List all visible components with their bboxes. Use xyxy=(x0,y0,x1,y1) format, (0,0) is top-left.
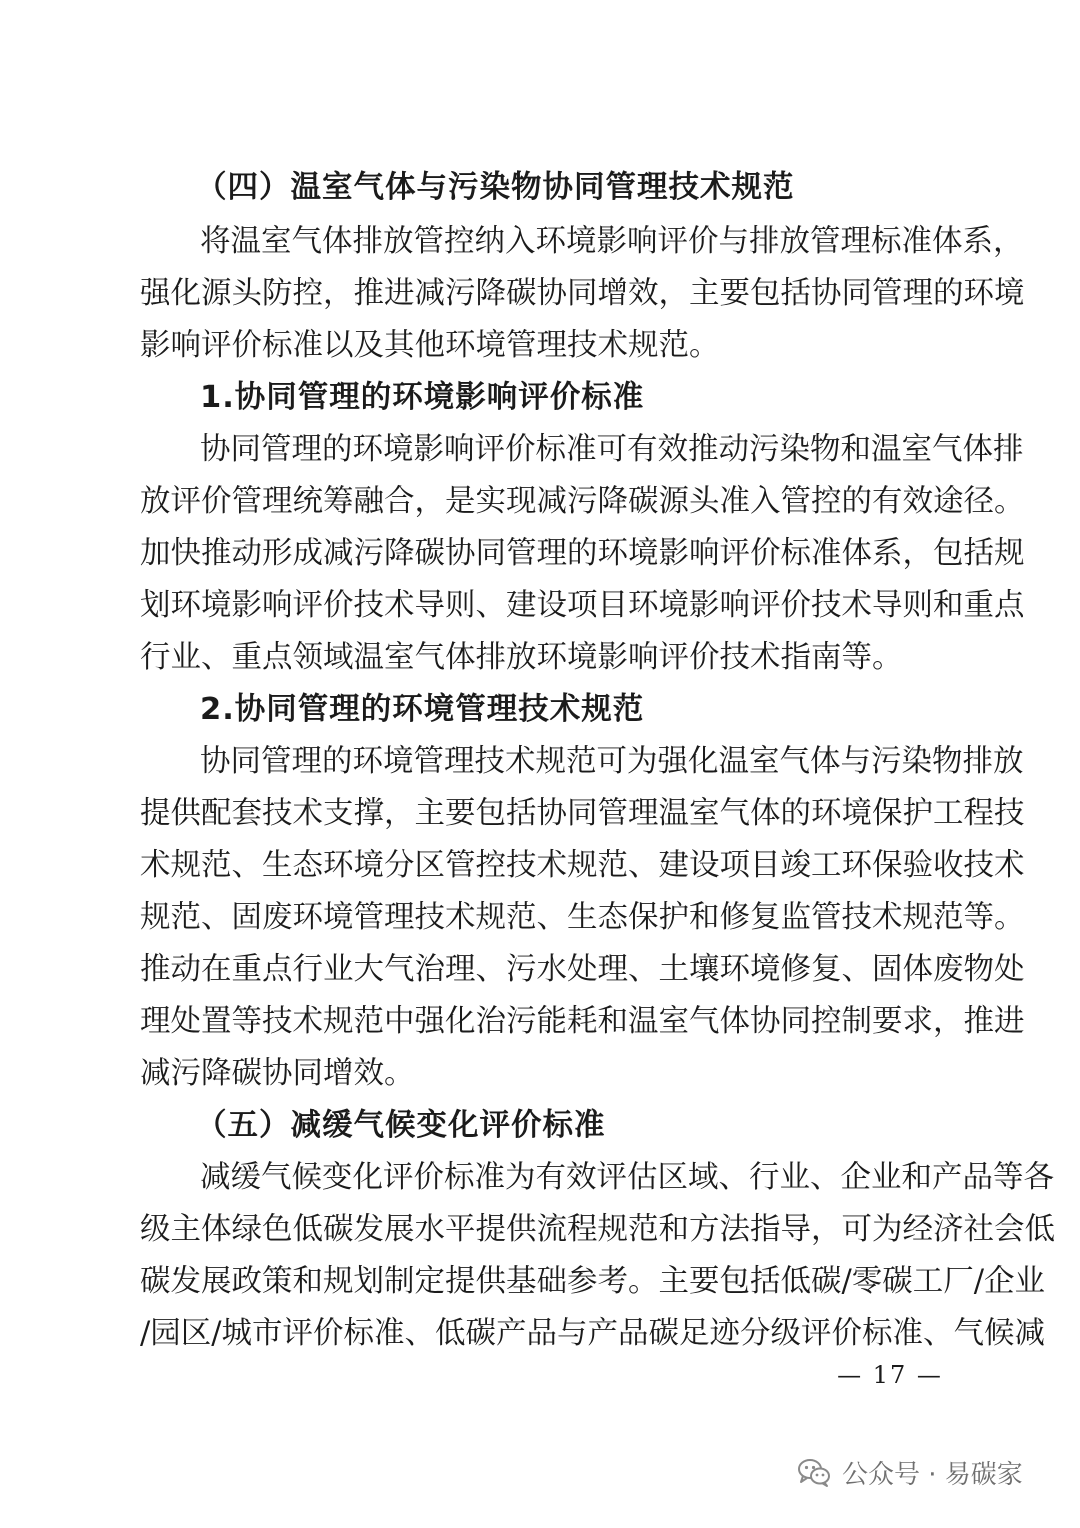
paragraph-line: 减缓气候变化评价标准为有效评估区域、行业、企业和产品等各 xyxy=(200,1160,1054,1195)
page-number: — 17 — xyxy=(837,1361,943,1389)
watermark xyxy=(796,1452,1023,1492)
wechat-icon xyxy=(796,1454,832,1490)
paragraph-line: 行业、重点领域温室气体排放环境影响评价技术指南等。 xyxy=(140,640,903,675)
paragraph-line: 划环境影响评价技术导则、建设项目环境影响评价技术导则和重点 xyxy=(140,588,1025,623)
paragraph-line: 协同管理的环境影响评价标准可有效推动污染物和温室气体排 xyxy=(200,432,1024,467)
paragraph-line: /园区/城市评价标准、低碳产品与产品碳足迹分级评价标准、气候减 xyxy=(140,1316,1046,1351)
paragraph-line: 术规范、生态环境分区管控技术规范、建设项目竣工环保验收技术 xyxy=(140,848,1025,883)
paragraph-line: 推动在重点行业大气治理、污水处理、土壤环境修复、固体废物处 xyxy=(140,952,1025,987)
paragraph-line: 加快推动形成减污降碳协同管理的环境影响评价标准体系，包括规 xyxy=(140,536,1025,571)
paragraph-line: 影响评价标准以及其他环境管理技术规范。 xyxy=(140,328,720,363)
section-heading: （五）减缓气候变化评价标准 xyxy=(196,1108,606,1143)
paragraph-line: 放评价管理统筹融合，是实现减污降碳源头准入管控的有效途径。 xyxy=(140,484,1025,519)
watermark-text: 公众号 · 易碳家 xyxy=(842,1459,1023,1490)
paragraph-line: 规范、固废环境管理技术规范、生态保护和修复监管技术规范等。 xyxy=(140,900,1025,935)
paragraph-line: 将温室气体排放管控纳入环境影响评价与排放管理标准体系， xyxy=(200,224,1024,259)
paragraph-line: 强化源头防控，推进减污降碳协同增效，主要包括协同管理的环境 xyxy=(140,276,1025,311)
paragraph-line: 碳发展政策和规划制定提供基础参考。主要包括低碳/零碳工厂/企业 xyxy=(140,1264,1046,1299)
paragraph-line: 级主体绿色低碳发展水平提供流程规范和方法指导，可为经济社会低 xyxy=(140,1212,1055,1247)
subsection-heading: 2.协同管理的环境管理技术规范 xyxy=(200,692,645,727)
paragraph-line: 理处置等技术规范中强化治污能耗和温室气体协同控制要求，推进 xyxy=(140,1004,1025,1039)
paragraph-line: 协同管理的环境管理技术规范可为强化温室气体与污染物排放 xyxy=(200,744,1024,779)
section-heading: （四）温室气体与污染物协同管理技术规范 xyxy=(196,170,795,205)
paragraph-line: 减污降碳协同增效。 xyxy=(140,1056,415,1091)
subsection-heading: 1.协同管理的环境影响评价标准 xyxy=(200,380,645,415)
paragraph-line: 提供配套技术支撑，主要包括协同管理温室气体的环境保护工程技 xyxy=(140,796,1025,831)
